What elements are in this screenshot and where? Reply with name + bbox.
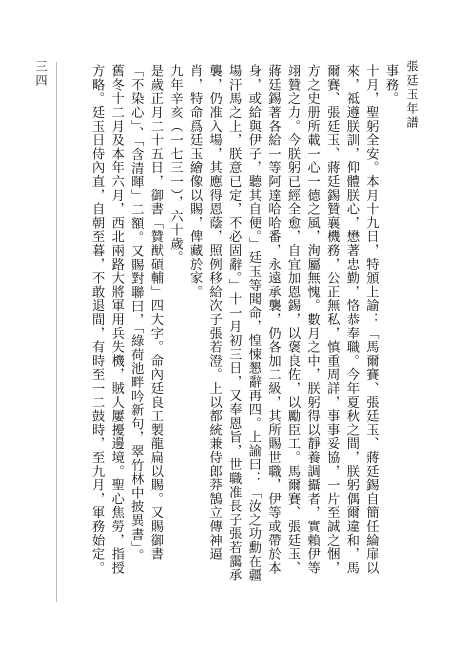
running-title: 張廷玉年譜 [405,60,419,130]
section-heading: 九年辛亥（一七三一），六十歲。 [167,64,183,265]
paragraph: 舊冬十二月及本年六月，西北兩路大將軍用兵失機，賊人屢擾邊境。聖心焦勞，指授方略。廷玉日侍內直，自朝至暮，不敢退間，有時至一二鼓時，至九月，軍務始定。 [89,64,124,575]
document-body [64,64,400,584]
paragraph: 事務。 [383,64,398,106]
paragraph: 是歲正月二十五日，御書「贊猷碩輔」四大字。命內廷良工製龍扁以賜。又賜御書「不染心」、「含清暉」二額。又賜對聯曰，「綠荷池畔吟新句，翠竹林中披異書」。 [128,64,163,562]
page-number: 三四 [34,60,48,88]
paragraph: 十月，聖躬全安。本月十九日，特頒上諭：「馬爾賽、張廷玉、蔣廷錫自簡任綸扉以來，祗遵朕訓，仰體朕心，懋著忠勤，恪恭奉職。今年夏秋之間，朕躬偶爾違和，馬爾賽、張廷玉、蔣廷錫贊襄機務，公正無私，慎重周詳，事事妥協，一片至誠之悃，方之史册所載一心一德之風，洵屬無愧。數月之中，朕躬得以靜養調攝者，實賴伊等翊贊之力。今朕躬已經全愈，自宜加恩錫，以褒良佐，以勵臣工。馬爾賽、張廷玉、蔣廷錫著各給一等阿達哈哈番，永遠承襲，仍各加二級，其所賜世職，伊等或帶於本身，或給與伊子，聽其自便。」廷玉等聞命，惶悚懇辭再四。上諭曰：「汝之功勳在疆場汗馬之上，朕意已定，不必固辭。」十一月初三日，又奉恩旨，世職准長子張若靄承襲，仍准入場，其應得恩蔭，照例移給次子張若澄。上以都統兼侍郎莽鵠立傳神逼肖，特命爲廷玉繪像以賜，俾藏於家。 [187,64,379,582]
page-rule [56,62,57,602]
